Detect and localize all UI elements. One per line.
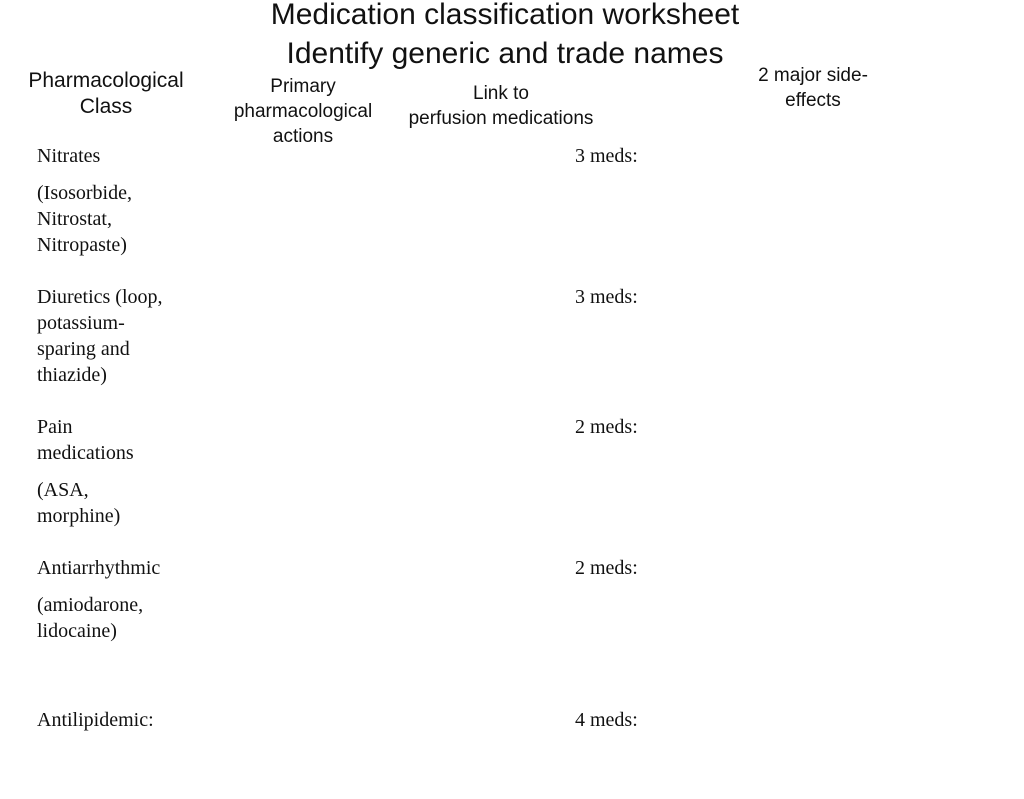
class-name: Antilipidemic:: [37, 709, 154, 731]
row-nitrates-examples: [37, 180, 132, 258]
column-header-line: Link to: [473, 83, 529, 104]
worksheet-subtitle: Identify generic and trade names: [286, 37, 724, 70]
example-line: lidocaine): [37, 620, 117, 642]
example-line: Nitropaste): [37, 234, 127, 256]
column-header-line: Pharmacological: [28, 69, 184, 92]
example-line: morphine): [37, 505, 121, 527]
column-header-primary-actions: [218, 74, 388, 149]
row-antiarrhythmic-examples: [37, 592, 143, 644]
row-pain-class: [37, 414, 134, 466]
row-pain-examples: [37, 477, 120, 529]
worksheet-title: Medication classification worksheet: [270, 0, 740, 31]
example-line: (ASA,: [37, 479, 89, 501]
row-diuretics-meds: 3 meds:: [575, 286, 638, 308]
row-antiarrhythmic-class: [37, 555, 160, 581]
class-name-line: sparing and: [37, 338, 130, 360]
column-header-pharmacological-class: [10, 68, 202, 120]
column-header-line: actions: [272, 126, 334, 147]
example-line: Nitrostat,: [37, 208, 112, 230]
row-antiarrhythmic-meds: 2 meds:: [575, 557, 638, 579]
class-name-line: potassium-: [37, 312, 125, 334]
row-nitrates-meds: 3 meds:: [575, 145, 638, 167]
example-line: (Isosorbide,: [37, 182, 132, 204]
example-line: (amiodarone,: [37, 594, 144, 616]
class-name-line: medications: [37, 442, 134, 464]
column-header-line: Class: [79, 95, 133, 118]
column-header-side-effects: [738, 63, 888, 113]
column-header-line: perfusion medications: [408, 108, 594, 129]
row-antilipidemic-class: [37, 707, 154, 733]
class-name: Nitrates: [37, 145, 101, 167]
column-header-line: effects: [785, 90, 841, 111]
row-diuretics-class: [37, 284, 163, 388]
row-nitrates-class: [37, 143, 100, 169]
row-antilipidemic-meds: 4 meds:: [575, 709, 638, 731]
class-name-line: thiazide): [37, 364, 107, 386]
column-header-link-perfusion: [390, 81, 612, 131]
class-name-line: Diuretics (loop,: [37, 286, 163, 308]
row-pain-meds: 2 meds:: [575, 416, 638, 438]
column-header-line: Primary: [270, 76, 336, 97]
column-header-line: pharmacological: [233, 101, 373, 122]
column-header-line: 2 major side-: [758, 65, 868, 86]
class-name: Antiarrhythmic: [37, 557, 161, 579]
class-name-line: Pain: [37, 416, 73, 438]
